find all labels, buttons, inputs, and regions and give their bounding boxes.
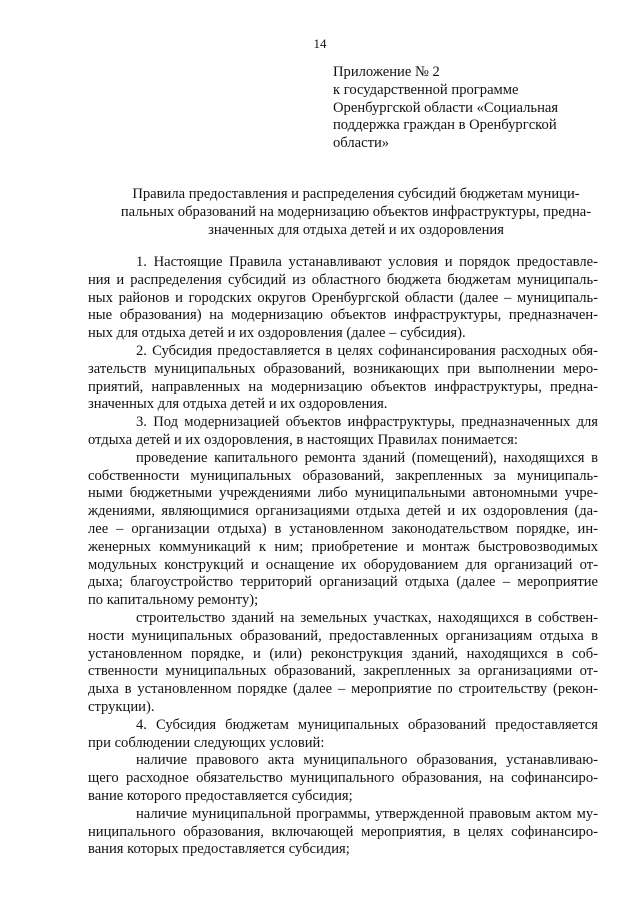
body-line: 1. Настоящие Правила устанавливают условия и порядок предоставле-: [136, 254, 598, 270]
body-line: модульных конструкций и оснащение их оборудованием для организаций от-: [88, 556, 598, 573]
body-line: отдыха детей и их оздоровления, в настоящих Правилах понимается:: [88, 431, 518, 448]
body-line: ные образования) на модернизацию объектов инфраструктуры, предназначен-: [88, 307, 598, 324]
body-line: по капитальному ремонту);: [88, 592, 259, 609]
body-line: установленном порядке, и (или) реконструкция зданий, находящихся в соб-: [88, 645, 598, 662]
body-line: ными бюджетными учреждениями либо муниципальными автономными учре-: [88, 485, 598, 502]
body-line: лее – организации отдыха) в установленном законодательством порядке, ин-: [88, 520, 598, 537]
title-line: пальных образований на модернизацию объектов инфраструктуры, предна-: [120, 203, 592, 220]
body-line: наличие муниципальной программы, утвержденной правовым актом му-: [136, 805, 598, 822]
document-title: [116, 186, 596, 239]
body-line: 3. Под модернизацией объектов инфраструктуры, предназначенных для: [136, 414, 598, 431]
appendix-line: Приложение № 2: [333, 64, 440, 80]
body-line: дыха; благоустройство территорий организаций отдыха (далее – мероприятие: [88, 574, 598, 591]
document-body: [88, 254, 598, 859]
body-line: 2. Субсидия предоставляется в целях софинансирования расходных обя-: [136, 342, 598, 359]
body-line: значенных для отдыха детей и их оздоровления.: [88, 396, 388, 413]
body-line: женерных коммуникаций к ним; приобретение и монтаж быстровозводимых: [88, 538, 598, 555]
body-line: ния и распределения субсидий из областного бюджета бюджетам муниципаль-: [88, 271, 598, 288]
body-line: ности муниципальных образований, предоставленных организациям отдыха в: [88, 627, 598, 644]
body-line: ных для отдыха детей и их оздоровления (далее – субсидия).: [88, 325, 466, 342]
body-line: строительство зданий на земельных участках, находящихся в собствен-: [136, 609, 598, 626]
appendix-line: к государственной программе: [333, 81, 519, 98]
body-line: вания которых предоставляется субсидия;: [88, 841, 350, 858]
appendix-line: области»: [333, 135, 390, 152]
body-line: ждениями, являющимися организациями отдыха детей и их оздоровления (да-: [88, 503, 598, 520]
title-line: Правила предоставления и распределения субсидий бюджетам муници-: [132, 186, 580, 202]
body-line: ных районов и городских округов Оренбургской области (далее – муниципаль-: [88, 289, 598, 306]
body-line: проведение капитального ремонта зданий (помещений), находящихся в: [136, 449, 598, 466]
body-line: ниципального образования, включающей мероприятия, в целях софинансиро-: [88, 823, 598, 840]
body-line: 4. Субсидия бюджетам муниципальных образований предоставляется: [136, 716, 598, 733]
body-line: приятий, направленных на модернизацию объектов инфраструктуры, предна-: [88, 378, 598, 395]
body-line: наличие правового акта муниципального образования, устанавливаю-: [136, 752, 598, 769]
body-line: зательств муниципальных образований, возникающих при выполнении меро-: [88, 360, 598, 377]
body-line: вание которого предоставляется субсидия;: [88, 787, 353, 804]
appendix-line: Оренбургской области «Социальная: [333, 99, 559, 116]
title-line: значенных для отдыха детей и их оздоровления: [208, 221, 504, 238]
body-line: ственности муниципальных образований, закрепленных за организациями от-: [88, 663, 598, 680]
appendix-header: [333, 64, 633, 153]
body-line: щего расходное обязательство муниципального образования, на софинансиро-: [88, 770, 598, 787]
page-number: 14: [313, 36, 327, 51]
body-line: собственности муниципальных образований, закрепленных за муниципаль-: [88, 467, 598, 484]
appendix-line: поддержка граждан в Оренбургской: [333, 117, 557, 134]
body-line: при соблюдении следующих условий:: [88, 734, 325, 751]
body-line: дыха в установленном порядке (далее – мероприятие по строительству (рекон-: [88, 681, 598, 698]
body-line: струкции).: [88, 698, 155, 715]
